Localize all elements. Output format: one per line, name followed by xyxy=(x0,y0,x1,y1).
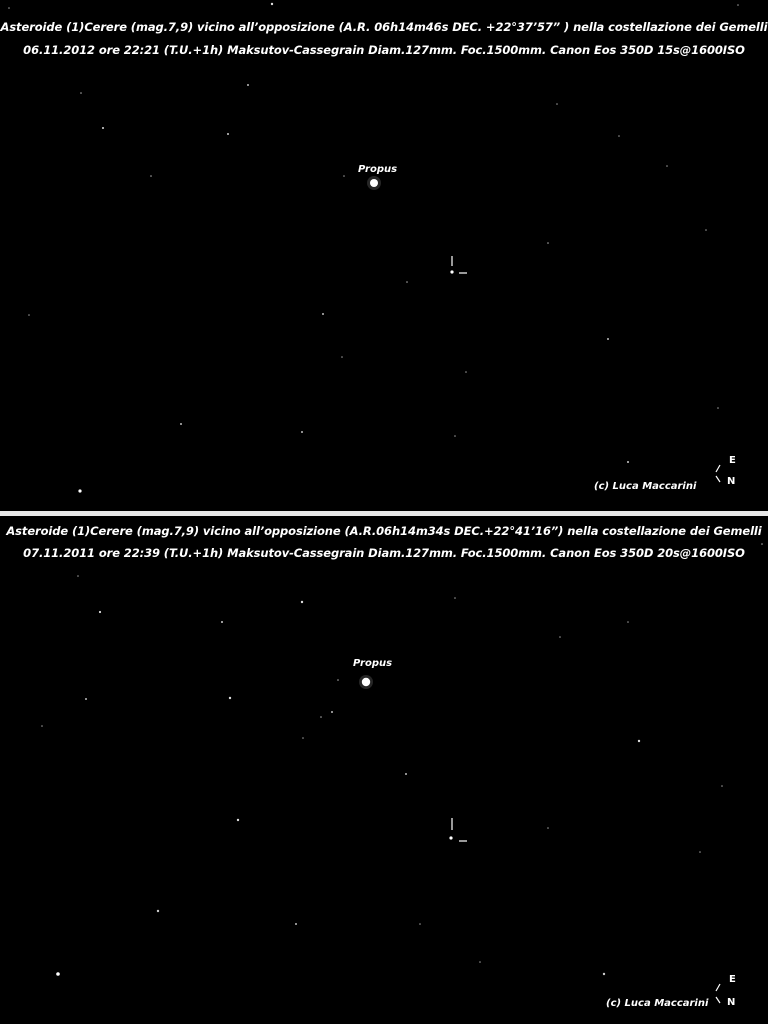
star xyxy=(627,461,629,463)
star xyxy=(547,827,549,829)
star xyxy=(607,338,609,340)
star xyxy=(419,923,421,925)
star xyxy=(302,737,304,739)
star xyxy=(229,697,231,699)
star xyxy=(85,698,87,700)
star xyxy=(271,3,273,5)
ceres-asteroid xyxy=(450,270,453,273)
star xyxy=(406,281,408,283)
star xyxy=(717,407,719,409)
star xyxy=(180,423,182,425)
star xyxy=(343,175,345,177)
caption-line-2: 06.11.2012 ore 22:21 (T.U.+1h) Maksutov-Cassegrain Diam.127mm. Foc.1500mm. Canon Eos 350D 15s@1600ISO xyxy=(23,43,745,57)
star xyxy=(721,785,723,787)
star xyxy=(638,740,640,742)
star xyxy=(80,92,82,94)
star xyxy=(301,431,303,433)
star xyxy=(56,972,60,976)
star xyxy=(301,601,303,603)
compass-rose xyxy=(712,452,752,492)
star xyxy=(666,165,668,167)
star xyxy=(547,242,549,244)
star xyxy=(41,725,43,727)
star xyxy=(237,819,239,821)
star xyxy=(618,135,620,137)
star xyxy=(337,679,339,681)
star xyxy=(150,175,152,177)
star xyxy=(28,314,30,316)
compass-east: E xyxy=(729,455,736,466)
propus-label: Propus xyxy=(353,658,393,669)
star xyxy=(556,103,558,105)
compass-east: E xyxy=(729,974,736,985)
star xyxy=(221,621,223,623)
compass-north: N xyxy=(727,997,736,1008)
star xyxy=(465,371,467,373)
propus-label: Propus xyxy=(358,164,398,175)
compass-rose xyxy=(712,972,752,1012)
star xyxy=(479,961,481,963)
star xyxy=(157,910,159,912)
star xyxy=(603,973,605,975)
propus-glow xyxy=(359,675,373,689)
caption-line-1: Asteroide (1)Cerere (mag.7,9) vicino all’opposizione (A.R. 06h14m46s DEC. +22°37’57” ) nella costellazione dei Gemelli xyxy=(0,20,768,34)
ceres-asteroid xyxy=(449,836,452,839)
star xyxy=(705,229,707,231)
star xyxy=(99,611,101,613)
star xyxy=(227,133,229,135)
star-field xyxy=(0,0,768,511)
star xyxy=(295,923,297,925)
caption-line-1: Asteroide (1)Cerere (mag.7,9) vicino all’opposizione (A.R.06h14m34s DEC.+22°41’16”) nella costellazione dei Gemelli xyxy=(6,524,762,538)
observation-panel-bottom xyxy=(0,516,768,1024)
star xyxy=(737,4,739,6)
compass-north: N xyxy=(727,476,736,487)
star xyxy=(454,435,456,437)
credit-text: (c) Luca Maccarini xyxy=(594,481,697,492)
star xyxy=(8,7,10,9)
star xyxy=(341,356,343,358)
star-field xyxy=(0,516,768,1024)
star xyxy=(320,716,322,718)
star xyxy=(559,636,561,638)
credit-text: (c) Luca Maccarini xyxy=(606,998,709,1009)
star xyxy=(761,543,763,545)
caption-line-2: 07.11.2011 ore 22:39 (T.U.+1h) Maksutov-Cassegrain Diam.127mm. Foc.1500mm. Canon Eos 350D 20s@1600ISO xyxy=(23,546,745,560)
star xyxy=(322,313,324,315)
star xyxy=(405,773,407,775)
star xyxy=(77,575,79,577)
observation-panel-top xyxy=(0,0,768,511)
star xyxy=(454,597,456,599)
star xyxy=(78,489,81,492)
star xyxy=(247,84,249,86)
star xyxy=(627,621,629,623)
star xyxy=(102,127,104,129)
star xyxy=(699,851,701,853)
propus-glow xyxy=(367,176,381,190)
star xyxy=(331,711,333,713)
